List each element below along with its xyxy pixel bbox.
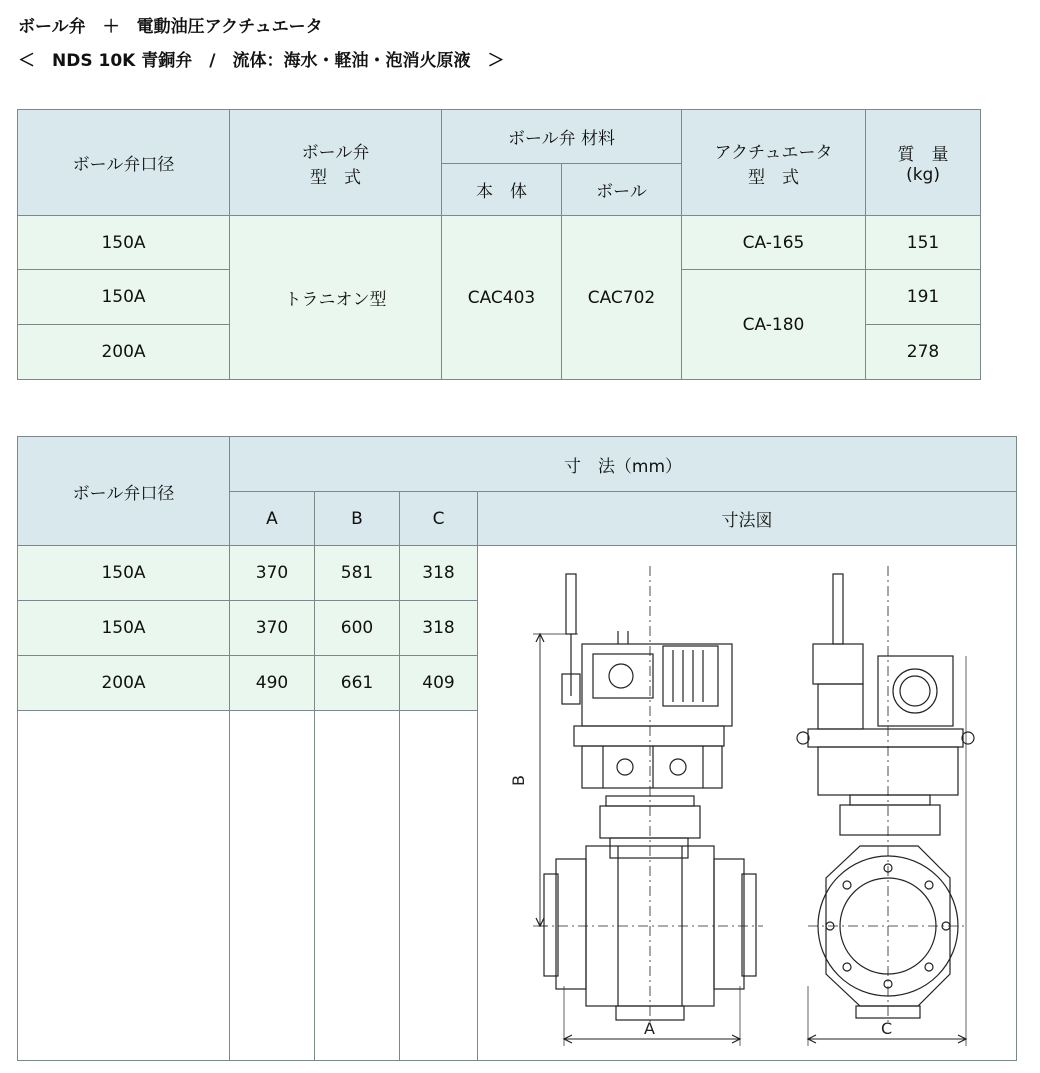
valve-front-view [797,566,974,1046]
empty-cell [315,710,400,1060]
header-valve-type [230,110,442,216]
empty-cell [400,710,478,1060]
header-dim-b: B [315,492,400,546]
spec-table [17,109,981,380]
dimension-table [17,436,1017,1061]
header-body-material: 本 体 [442,164,562,216]
cell-dim-c: 318 [400,600,478,656]
cell-dim-a: 370 [230,546,315,601]
header-dim-a: A [230,492,315,546]
header-actuator-type [682,110,866,216]
empty-cell [18,710,230,1060]
cell-dim-b: 661 [315,656,400,711]
header-dimensions: 寸 法（mm） [230,437,1017,492]
cell-size: 200A [18,656,230,711]
cell-weight: 191 [866,270,981,325]
cell-dim-c: 409 [400,656,478,711]
cell-dim-c: 318 [400,546,478,601]
cell-dim-b: 600 [315,600,400,656]
cell-size: 200A [18,325,230,380]
header-weight [866,110,981,216]
header-valve-size: ボール弁口径 [18,110,230,216]
drawing-label-c: C [881,1019,893,1038]
cell-size: 150A [18,216,230,270]
valve-dimension-drawing [478,546,1017,1055]
cell-actuator: CA-165 [682,216,866,270]
empty-cell [230,710,315,1060]
header-valve-size: ボール弁口径 [18,437,230,546]
cell-valve-type: トラニオン型 [230,216,442,380]
cell-dim-a: 490 [230,656,315,711]
cell-actuator: CA-180 [682,270,866,380]
drawing-label-b: B [509,775,528,786]
header-actuator-type-line1: アクチュエータ [714,142,833,163]
header-drawing: 寸法図 [478,492,1017,546]
header-weight-line2: (kg) [906,165,940,185]
cell-size: 150A [18,546,230,601]
header-valve-material: ボール弁 材料 [442,110,682,164]
cell-weight: 278 [866,325,981,380]
header-valve-type-line2: 型 式 [310,167,361,188]
cell-ball-material: CAC702 [562,216,682,380]
drawing-label-a: A [644,1019,655,1038]
header-weight-line1: 質 量 [897,145,949,165]
cell-weight: 151 [866,216,981,270]
page-subtitle: ＜ NDS 10K 青銅弁 / 流体：海水・軽油・泡消火原液 ＞ [18,51,505,71]
header-actuator-type-line2: 型 式 [748,167,800,188]
page-title: ボール弁 ＋ 電動油圧アクチュエータ [18,17,323,37]
cell-size: 150A [18,600,230,656]
header-dim-c: C [400,492,478,546]
cell-body-material: CAC403 [442,216,562,380]
cell-dim-a: 370 [230,600,315,656]
header-ball-material: ボール [562,164,682,216]
valve-side-view [533,566,763,1046]
header-valve-type-line1: ボール弁 [301,142,370,163]
cell-dim-b: 581 [315,546,400,601]
cell-size: 150A [18,270,230,325]
dimension-drawing-cell [478,546,1017,1061]
